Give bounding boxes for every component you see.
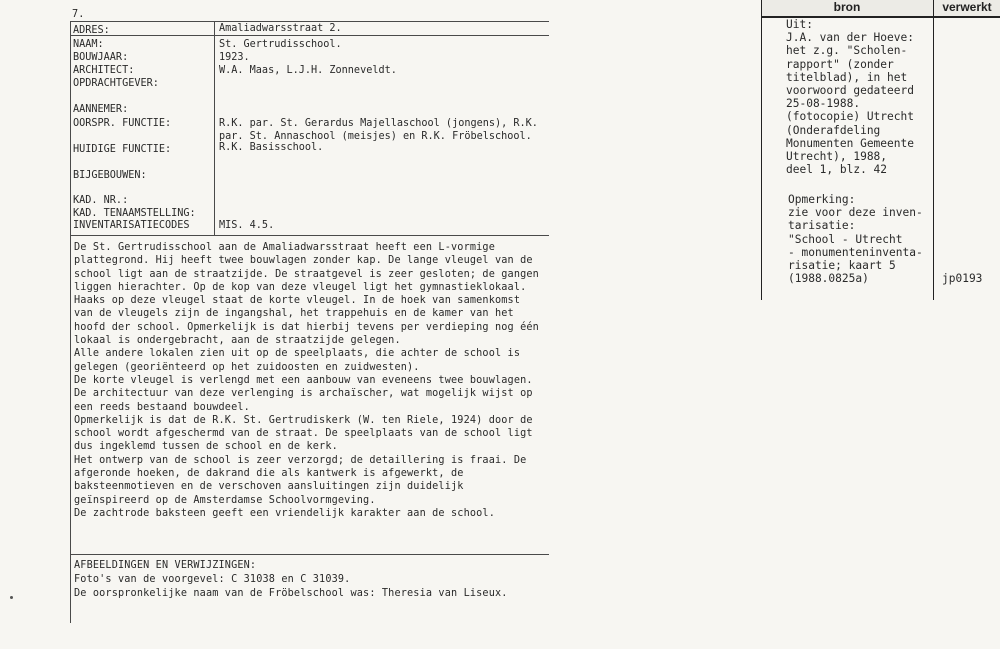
description-line: Haaks op deze vleugel staat de korte vleugel. In de hoek van samenkomst [74,295,521,307]
references-heading: AFBEELDINGEN EN VERWIJZINGEN: [74,560,257,571]
field-label: ADRES: [73,25,110,36]
form-left-rule [70,21,71,623]
field-label: ARCHITECT: [73,65,135,76]
source-reference [786,18,914,176]
sources-column-rule [933,0,934,300]
processed-code [942,272,982,285]
field-label: OORSPR. FUNCTIE: [73,118,172,129]
remark-line: tarisatie: [788,219,856,233]
description-line: lokaal is ondergebracht, aan de straatzijde gelegen. [74,335,401,347]
description-line: school wordt afgeschermd van de straat. De speelplaats van de school ligt [74,428,533,440]
remark-line: "School - Utrecht [788,232,903,246]
source-line: rapport" (zonder [786,57,894,71]
description-line: van de vleugels zijn de ingangshal, het trappehuis en de kamer van het [74,308,514,320]
description-line: Het ontwerp van de school is zeer verzorgd; de detaillering is fraai. De [74,454,527,466]
form-column-rule [214,21,215,235]
field-value: St. Gertrudisschool. [219,39,342,50]
source-line: Uit: [786,18,813,31]
field-value: Amaliadwarsstraat 2. [219,23,342,34]
description-line: De St. Gertrudisschool aan de Amaliadwarsstraat heeft een L-vormige [74,242,495,253]
description-line: school ligt aan de straatzijde. De straatgevel is zeer gesloten; de gangen [74,268,539,280]
remark-line: (1988.0825a) [788,272,869,286]
field-label: HUIDIGE FUNCTIE: [73,144,172,155]
source-line: (Onderafdeling [786,123,881,137]
description-line: geïnspireerd op de Amsterdamse Schoolvormgeving. [74,494,376,506]
field-label: KAD. NR.: [73,195,129,206]
reference-line: Foto's van de voorgevel: C 31038 en C 31039. [74,574,351,585]
field-label: KAD. TENAAMSTELLING: [73,208,196,219]
source-line: J.A. van der Hoeve: [786,31,914,45]
description-line: De architectuur van deze verlenging is archaïscher, wat mogelijk wijst op [74,388,533,400]
description-line: plattegrond. Hij heeft twee bouwlagen zonder kap. De lange vleugel van de [74,255,533,267]
page-number: 7. [72,9,85,20]
form-fields-rule [70,235,549,236]
description-line: hoofd der school. Opmerkelijk is dat hierbij tevens per verdieping nog één [74,321,539,333]
scan-speck [10,596,13,599]
form-address-rule [70,35,549,36]
description-line: De zachtrode baksteen geeft een vriendelijk karakter aan de school. [74,507,495,519]
description-line: Opmerkelijk is dat de R.K. St. Gertrudiskerk (W. ten Riele, 1924) door de [74,414,533,426]
field-value: MIS. 4.5. [219,220,275,231]
field-label: OPDRACHTGEVER: [73,78,159,89]
description-line: een reeds bestaand bouwdeel. [74,401,250,413]
column-header-bron: bron [833,0,861,14]
description-line: De korte vleugel is verlengd met een aanbouw van eveneens twee bouwlagen. [74,374,533,386]
source-line: Monumenten Gemeente [786,136,914,150]
source-line: titelblad), in het [786,70,908,84]
field-label: INVENTARISATIECODES [73,220,190,231]
source-remark [788,193,923,285]
field-value: W.A. Maas, L.J.H. Zonneveldt. [219,65,397,76]
field-label: BOUWJAAR: [73,52,129,63]
description-line: afgeronde hoeken, de dakrand die als kantwerk is afgewerkt, de [74,468,464,480]
description-text [74,241,539,520]
remark-line: risatie; kaart 5 [788,258,896,272]
source-line: (fotocopie) Utrecht [786,110,914,124]
field-label: AANNEMER: [73,104,129,115]
field-label: BIJGEBOUWEN: [73,170,147,181]
source-line: deel 1, blz. 42 [786,163,888,177]
source-line: 25-08-1988. [786,97,861,111]
sources-left-rule [761,0,762,300]
reference-line: De oorspronkelijke naam van de Fröbelschool was: Theresia van Liseux. [74,588,508,599]
remark-line: - monumenteninventa- [788,245,923,259]
field-value: R.K. par. St. Gerardus Majellaschool (jongens), R.K. [219,118,538,129]
description-line: gelegen (georiënteerd op het zuidoosten en zuidwesten). [74,361,420,373]
description-line: baksteenmotieven en de verschoven aansluitingen zijn duidelijk [74,481,464,493]
field-value: 1923. [219,52,250,63]
description-line: Alle andere lokalen zien uit op de speelplaats, die achter de school is [74,348,521,360]
source-line: voorwoord gedateerd [786,83,914,97]
description-line: dus ingeklemd tussen de school en de kerk. [74,441,338,453]
form-references-rule [70,554,549,555]
remark-line: Opmerking: [788,193,856,206]
field-value: par. St. Annaschool (meisjes) en R.K. Fröbelschool. [219,131,532,142]
remark-line: zie voor deze inven- [788,206,923,220]
processed-code-text: jp0193 [942,272,983,285]
field-label: NAAM: [73,39,104,50]
description-line: liggen hierachter. Op de kop van deze vleugel ligt het gymnastieklokaal. [74,281,527,293]
column-header-verwerkt: verwerkt [942,0,992,14]
source-line: het z.g. "Scholen- [786,44,908,58]
source-line: Utrecht), 1988, [786,149,888,163]
field-value: R.K. Basisschool. [219,142,324,153]
